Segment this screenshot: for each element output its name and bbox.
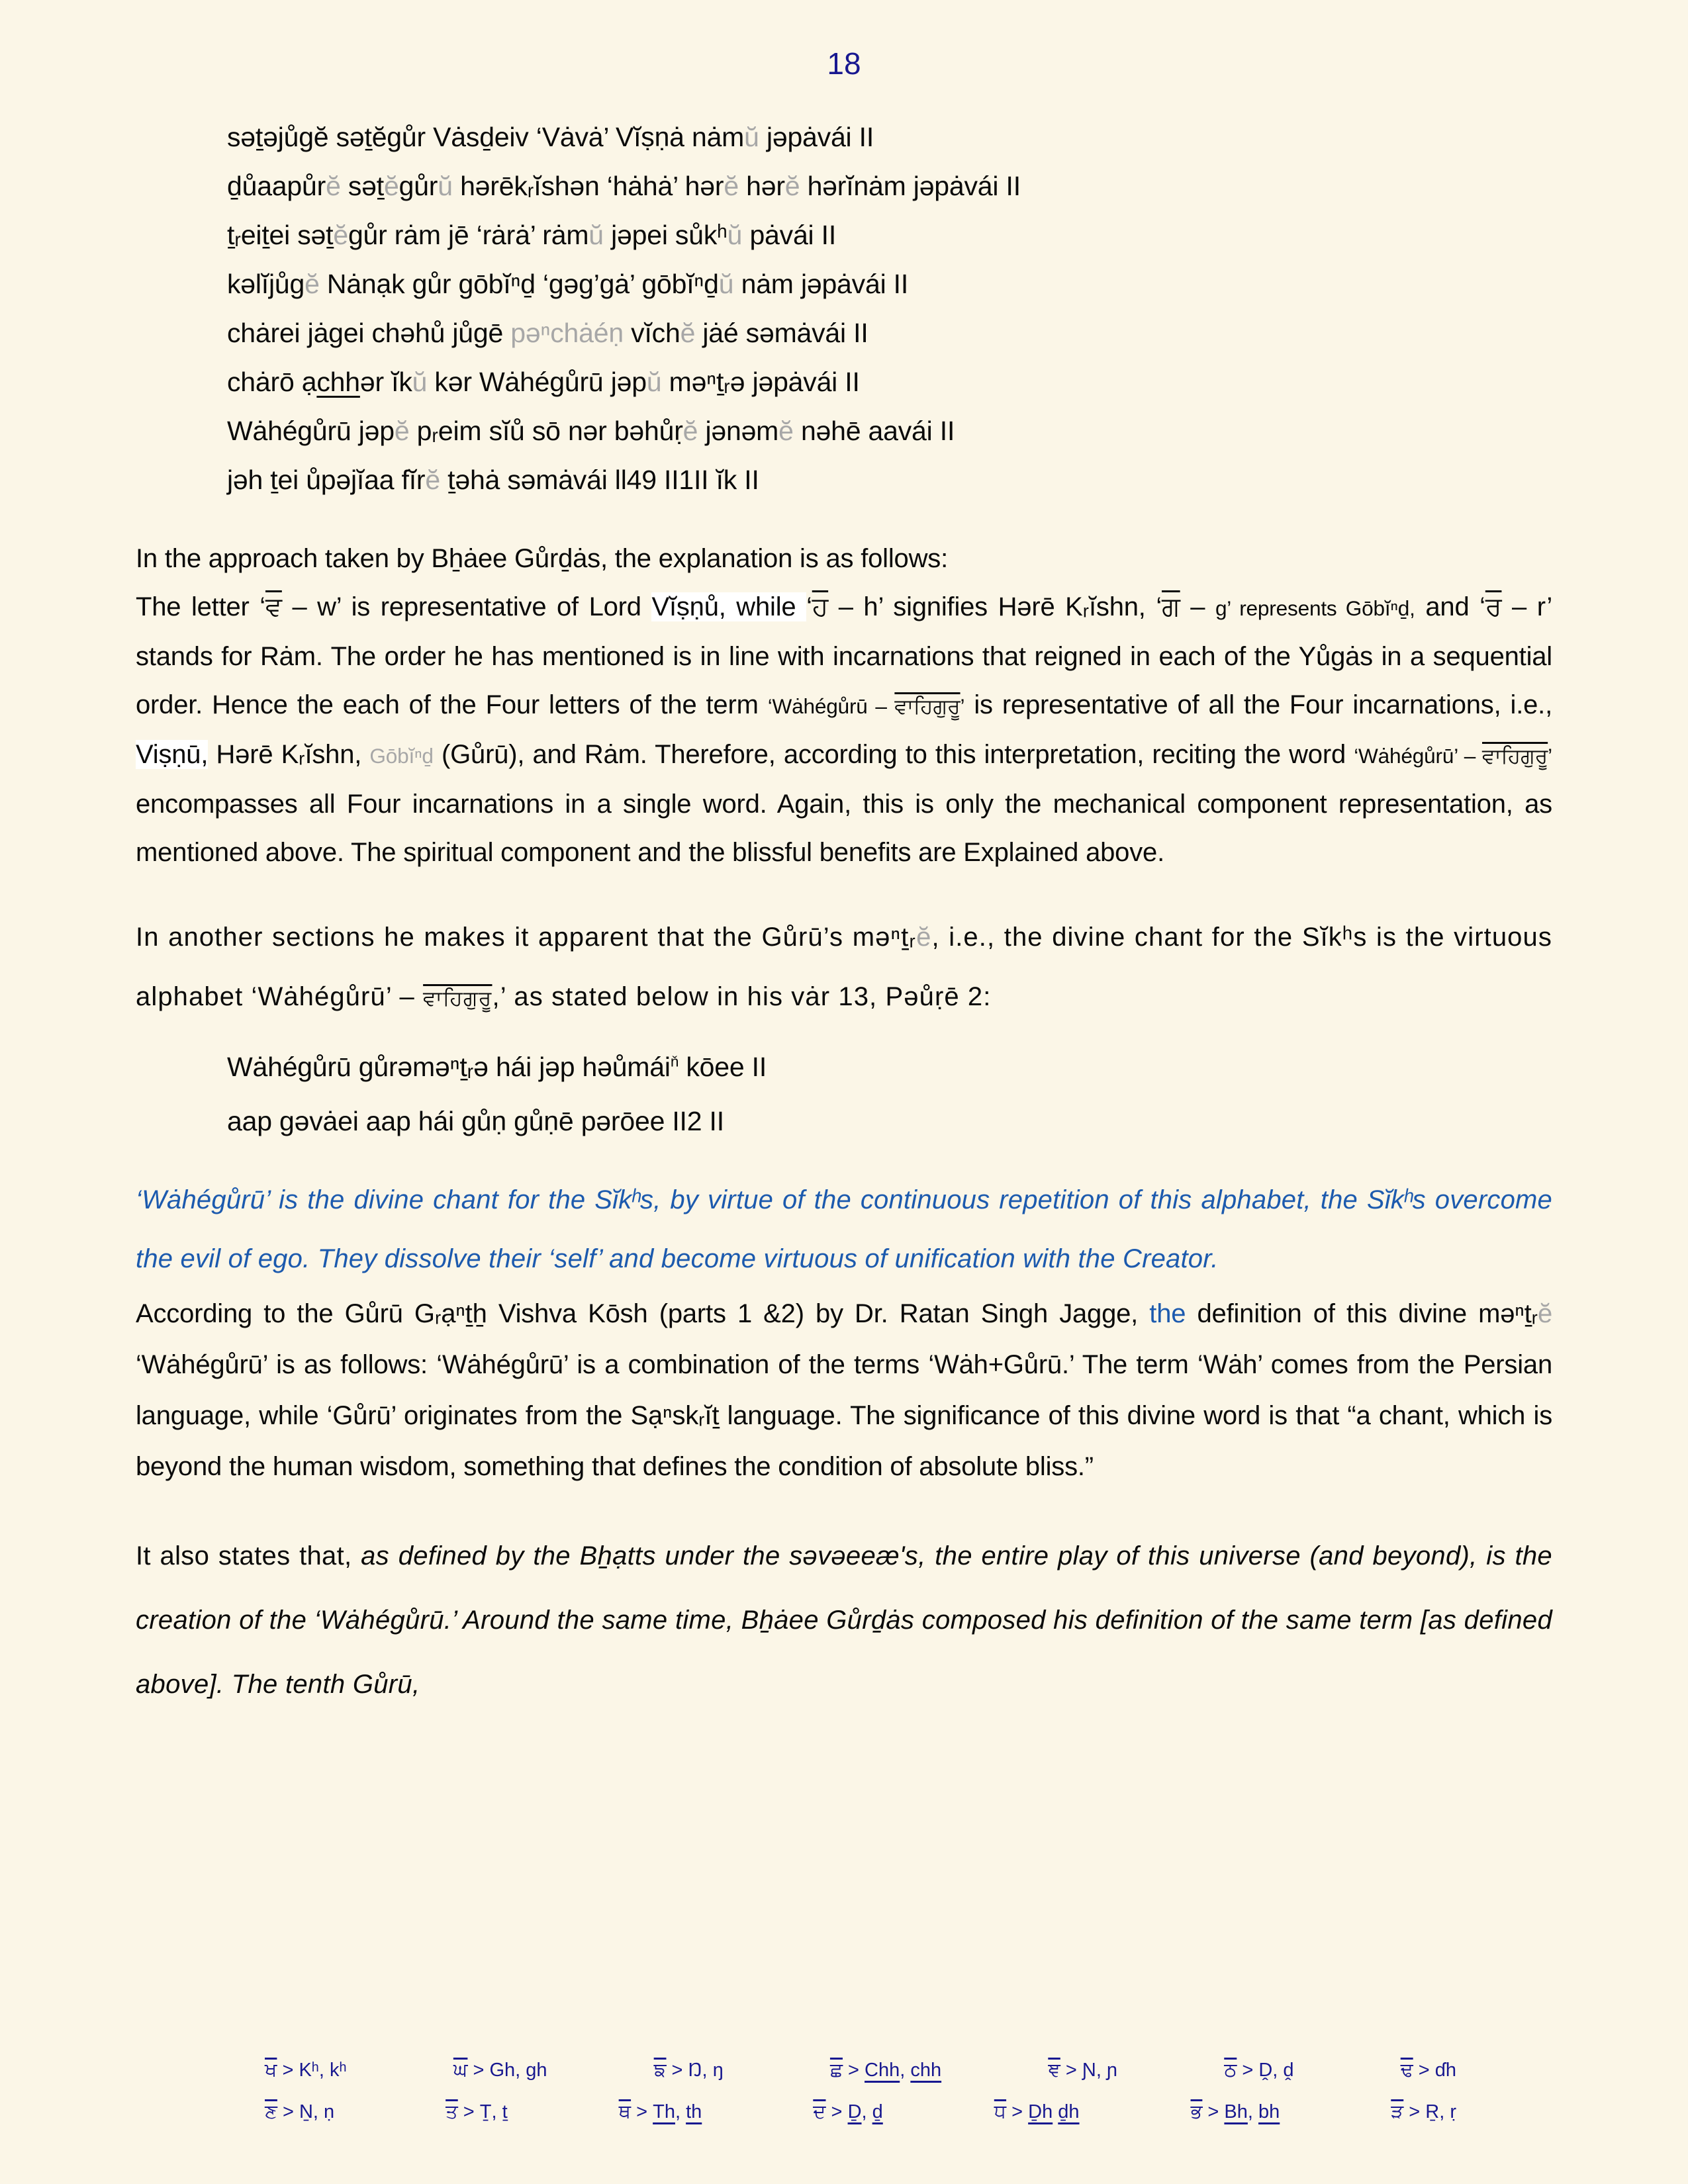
verse-line	[227, 113, 1552, 161]
text-segment: ਠ	[1224, 2060, 1237, 2081]
text-segment: ĕ	[305, 269, 320, 299]
text-segment: >	[1202, 2101, 1225, 2122]
text-segment: > Ṟ, ṛ	[1403, 2101, 1456, 2122]
text-segment: –	[1180, 592, 1215, 621]
text-segment: ੜ	[1391, 2101, 1404, 2122]
text-segment: pᵣeim sĭů sō nər bəhůṛ	[409, 416, 683, 446]
text-segment: > Gh, gh	[467, 2060, 547, 2081]
text-segment: pȧvái II	[742, 220, 837, 250]
text-segment: ŭ	[412, 367, 428, 397]
text-segment: kōee II	[679, 1052, 767, 1082]
text-segment: ŭ	[727, 220, 743, 250]
text-segment: ĕ	[916, 923, 932, 952]
paragraph-approach-intro	[136, 535, 1552, 583]
text-segment: pəⁿchȧéṇ	[510, 318, 624, 348]
text-segment: ḏh	[1058, 2101, 1080, 2122]
text-segment: ŭ	[646, 367, 662, 397]
text-segment: ḏůaapůr	[227, 171, 326, 201]
paragraph-another-sections	[136, 907, 1552, 1028]
text-segment: ĕ	[425, 465, 440, 495]
text-segment: is representative of all the Four incarnations, i.e.,	[964, 690, 1552, 719]
paragraph-letter-explanation	[136, 583, 1552, 877]
text-segment: hərēkᵣĭshən ‘hȧhȧ’ hər	[452, 171, 724, 201]
text-segment: ,	[675, 2101, 686, 2122]
text-segment: – r’ stands for Rȧm. The order he has mentioned is in line with incarnations that reigned in each of the Yůgȧs in a sequential order. Hence the each of the Four letters of the term	[136, 592, 1553, 719]
paragraph-it-also-states	[136, 1524, 1552, 1717]
verse-line	[227, 1094, 1552, 1148]
text-segment: chȧrei jȧgei chəhů jůgē	[227, 318, 511, 348]
legend-item	[265, 2060, 347, 2081]
text-segment: the	[1138, 1299, 1186, 1328]
text-segment: ṯəhȧ səmȧvái ll49 II1II ĭk II	[440, 465, 759, 495]
text-segment: məⁿṯᵣə jəpȧvái II	[661, 367, 860, 397]
text-segment: definition of this divine məⁿṯᵣ	[1186, 1299, 1538, 1328]
text-segment: Vĭṣṇů, while	[651, 592, 807, 621]
text-segment: ’	[1548, 744, 1552, 768]
text-segment: > Ṯ, ṯ	[457, 2101, 508, 2122]
text-segment: səṯəjůgĕ səṯĕgůr Vȧsḏeiv ‘Vȧvȧ’ Vĭṣṇȧ nȧm	[227, 122, 745, 152]
text-segment: ’	[960, 694, 965, 718]
legend-item	[1191, 2101, 1280, 2123]
text-segment: The letter ‘	[136, 592, 265, 621]
verse-line	[227, 161, 1552, 210]
text-segment: th	[686, 2101, 702, 2122]
verse-line	[227, 357, 1552, 406]
text-segment: ਗ	[1162, 592, 1180, 621]
text-segment: gůr	[399, 171, 438, 201]
text-segment: >	[1006, 2101, 1029, 2122]
text-segment: ਞ	[1048, 2060, 1060, 2081]
text-segment: and ‘	[1415, 592, 1485, 621]
verse-line	[227, 455, 1552, 504]
text-segment: kəlĭjůg	[227, 269, 305, 299]
text-segment: nəhē aavái II	[793, 416, 955, 446]
text-segment: jəh ṯei ůpəjĭaa fĭr	[227, 465, 426, 495]
text-segment: ḏ	[872, 2101, 883, 2122]
text-segment: ĕ	[326, 171, 341, 201]
legend-item	[1224, 2060, 1293, 2081]
text-segment: ĕ	[680, 318, 696, 348]
text-segment: Hərē Kᵣĭshn,	[208, 740, 370, 769]
quoted-verse-block	[227, 113, 1552, 504]
text-segment: > ɗh	[1413, 2060, 1456, 2081]
legend-item	[265, 2101, 334, 2123]
text-segment: ਘ	[453, 2060, 468, 2081]
text-segment: chh	[316, 367, 360, 397]
legend-item	[830, 2060, 941, 2081]
text-segment: ‘Wȧhégůrū’ is the divine chant for the Sĭkʰs, by virtue of the continuous repetition of this alphabet, the Sĭkʰs overcome the evil of ego. They dissolve their ‘self’ and become virtuous of unification with the Creator.	[136, 1185, 1552, 1273]
text-segment: gůr rȧm jē ‘rȧrȧ’ rȧm	[348, 220, 589, 250]
text-segment: hərĭnȧm jəpȧvái II	[800, 171, 1021, 201]
text-segment: It also states that,	[136, 1541, 361, 1570]
text-segment: nȧm jəpȧvái II	[733, 269, 909, 299]
text-segment: ਵਾਹਿਗੁਰੂ	[423, 986, 492, 1010]
pauri-verse-block	[227, 1040, 1552, 1148]
text-segment: ‘Wȧhégůrū’ –	[1354, 744, 1482, 768]
text-segment: chȧrō ạ	[227, 367, 317, 397]
text-segment: ਖ	[265, 2060, 277, 2081]
text-segment: ŭ	[588, 220, 604, 250]
text-segment: ər ĭk	[359, 367, 412, 397]
legend-item	[1048, 2060, 1117, 2081]
text-segment: In another sections he makes it apparent that the Gůrū’s məⁿṯᵣ	[136, 923, 917, 952]
text-segment: vĭch	[623, 318, 680, 348]
text-segment: ŭ	[744, 122, 759, 152]
text-segment: Gōbĭⁿḏ	[369, 744, 434, 768]
text-segment: ਭ	[1190, 2101, 1203, 2122]
text-segment: ĕ	[682, 416, 698, 446]
text-segment: ਹ	[812, 592, 829, 621]
text-segment: According to the Gůrū Gᵣạⁿṯẖ Vishva Kōsh (parts 1 &2) by Dr. Ratan Singh Jagge,	[136, 1299, 1139, 1328]
text-segment: ‘	[806, 592, 812, 621]
legend-item	[1391, 2101, 1456, 2123]
text-segment: ਰ	[1485, 592, 1502, 621]
text-segment: ŭ	[718, 269, 734, 299]
text-segment: ਤ	[445, 2101, 458, 2122]
text-segment: ਙ	[653, 2060, 667, 2081]
legend-row-2	[265, 2101, 1456, 2123]
text-segment: Wȧhégůrū jəp	[227, 416, 395, 446]
text-segment: ň	[670, 1053, 679, 1070]
text-segment: > Ŋ, ŋ	[666, 2060, 724, 2081]
text-segment: ĕ	[784, 171, 800, 201]
paragraph-translation-blue	[136, 1171, 1552, 1289]
verse-line	[227, 210, 1552, 259]
text-segment: > Ɲ, ɲ	[1060, 2060, 1118, 2081]
text-segment: Nȧnạk gůr gōbĭⁿḏ ‘gəg’gȧ’ gōbĭⁿḏ	[319, 269, 719, 299]
text-segment: Viṣṇū,	[136, 740, 209, 769]
text-segment: >	[825, 2101, 848, 2122]
legend-item	[813, 2101, 882, 2123]
text-segment: kər Wȧhégůrū jəp	[427, 367, 647, 397]
text-segment: , i.e., the divine chant for the Sĭkʰs is the virtuous alphabet ‘Wȧhégůrū’ –	[136, 923, 1552, 1011]
text-segment: hər	[738, 171, 785, 201]
text-segment: ਵਾਹਿਗੁਰੂ	[1482, 744, 1548, 768]
text-segment: chh	[910, 2060, 942, 2081]
text-segment: ĕ	[394, 416, 410, 446]
text-segment: ਛ	[829, 2060, 843, 2081]
text-segment: səṯ	[340, 171, 384, 201]
text-segment: ‘Wȧhégůrū’ is as follows: ‘Wȧhégůrū’ is a combination of the terms ‘Wȧh+Gůrū.’ The term ‘Wȧh’ comes from the Persian language, while ‘Gůrū’ originates from the Sạⁿskᵣĭṯ language. The significance of this divine word is that “a chant, which is beyond the human wisdom, something that defines the condition of absolute bliss.”	[136, 1350, 1552, 1481]
text-segment: ,’ as stated below in his vȧr 13, Pəůṛē 2:	[492, 982, 992, 1011]
text-segment: ,	[900, 2060, 911, 2081]
text-segment: aap gəvȧei aap hái gůṇ gůṇē pərōee II2 II	[227, 1106, 724, 1136]
text-segment: Th	[653, 2101, 675, 2122]
text-segment: (Gůrū), and Rȧm. Therefore, according to this interpretation, reciting the word	[433, 740, 1354, 769]
text-segment: ਦ	[813, 2101, 826, 2122]
transliteration-legend	[136, 2060, 1552, 2184]
text-segment: ĕ	[724, 171, 739, 201]
text-segment: ਣ	[265, 2101, 277, 2122]
text-segment: Chh	[865, 2060, 900, 2081]
legend-row-1	[265, 2060, 1456, 2081]
text-segment: Bh	[1224, 2101, 1248, 2122]
text-segment: bh	[1258, 2101, 1280, 2122]
text-segment: > Ḓ, ḓ	[1237, 2060, 1294, 2081]
text-segment: ĕ	[1537, 1299, 1552, 1328]
text-segment: ਥ	[618, 2101, 632, 2122]
verse-line	[227, 1040, 1552, 1094]
text-segment: ਢ	[1400, 2060, 1413, 2081]
text-segment: In the approach taken by Bẖȧee Gůrḏȧs, the explanation is as follows:	[136, 544, 948, 573]
text-segment: > Ṉ, ṇ	[277, 2101, 335, 2122]
text-segment: – h’ signifies Hərē Kᵣĭshn, ‘	[828, 592, 1162, 621]
text-segment: ĕ	[383, 171, 399, 201]
text-segment: > Kʰ, kʰ	[277, 2060, 347, 2081]
text-segment: Ḏ	[847, 2101, 862, 2122]
legend-item	[654, 2060, 724, 2081]
text-segment: jənəm	[698, 416, 779, 446]
text-segment: ਵ	[265, 592, 282, 621]
verse-line	[227, 259, 1552, 308]
text-segment: jəpei sůkʰ	[603, 220, 727, 250]
text-segment: ĕ	[333, 220, 348, 250]
text-segment: ĕ	[778, 416, 794, 446]
text-segment: Ḏh	[1028, 2101, 1053, 2122]
verse-line	[227, 308, 1552, 357]
text-segment: Wȧhégůrū gůrəməⁿṯᵣə hái jəp həůmái	[227, 1052, 671, 1082]
page-number: 18	[827, 46, 861, 81]
legend-item	[1401, 2060, 1456, 2081]
text-segment: ṯᵣeiṯei səṯ	[227, 220, 334, 250]
text-segment: as defined by the Bẖạtts under the səvəeeæ's, the entire play of this universe (and beyond), is the creation of the ‘Wȧhégůrū.’ Around the same time, Bẖȧee Gůrḏȧs composed his definition of the same term [as defined above]. The tenth Gůrū,	[136, 1541, 1552, 1699]
legend-item	[445, 2101, 508, 2123]
text-segment: >	[631, 2101, 653, 2122]
paragraph-kosh-definition	[136, 1289, 1552, 1492]
text-segment: ŭ	[438, 171, 453, 201]
text-segment: ,	[1247, 2101, 1259, 2122]
text-segment: ,	[861, 2101, 872, 2122]
text-segment: g’ represents Gōbĭⁿḏ,	[1215, 596, 1415, 620]
text-segment: encompasses all Four incarnations in a single word. Again, this is only the mechanical component representation, as mentioned above. The spiritual component and the blissful benefits are Explained above.	[136, 790, 1552, 867]
text-segment: ਧ	[994, 2101, 1007, 2122]
legend-item	[453, 2060, 547, 2081]
text-segment: jəpȧvái II	[759, 122, 874, 152]
text-segment: >	[842, 2060, 865, 2081]
text-segment: ਵਾਹਿਗੁਰੂ	[894, 694, 961, 718]
legend-item	[619, 2101, 702, 2123]
text-segment: ‘Wȧhégůrū –	[767, 694, 895, 718]
text-segment: jȧé səmȧvái II	[695, 318, 868, 348]
text-segment: – w’ is representative of Lord	[281, 592, 652, 621]
verse-line	[227, 406, 1552, 455]
legend-item	[994, 2101, 1080, 2123]
